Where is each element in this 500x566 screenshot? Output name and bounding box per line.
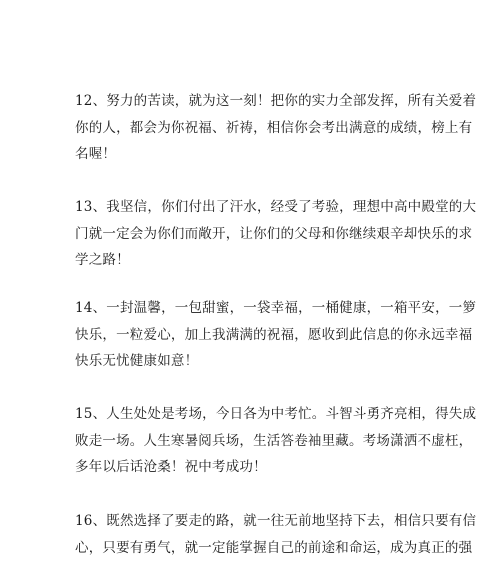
text-line: 快乐无忧健康如意！ [75,353,199,369]
text-line: 名喔！ [75,146,117,162]
text-line: 14、一封温馨，一包甜蜜，一袋幸福，一桶健康，一箱平安，一箩 [75,300,477,316]
text-line: 15、人生处处是考场，今日各为中考忙。斗智斗勇齐亮相，得失成 [75,406,477,422]
paragraph-15 [75,401,477,481]
text-line: 12、努力的苦读，就为这一刻！把你的实力全部发挥，所有关爱着 [75,93,477,109]
text-line: 16、既然选择了要走的路，就一往无前地坚持下去，相信只要有信 [75,513,477,529]
text-line: 败走一场。人生寒暑阅兵场，生活答卷袖里藏。考场潇洒不虚枉， [75,432,473,449]
text-line: 快乐，一粒爱心，加上我满满的祝福，愿收到此信息的你永远幸福 [75,326,473,343]
paragraph-14 [75,295,477,375]
text-line: 学之路！ [75,252,130,268]
text-line: 门就一定会为你们而敞开，让你们的父母和你继续艰辛却快乐的求 [75,225,473,242]
text-line: 多年以后话沧桑！祝中考成功！ [75,459,267,475]
text-line: 心，只要有勇气，就一定能掌握自己的前途和命运，成为真正的强 [75,539,473,556]
paragraph-12 [75,88,477,168]
text-line: 你的人，都会为你祝福、祈祷，相信你会考出满意的成绩，榜上有 [75,119,473,136]
text-line: 13、我坚信，你们付出了汗水，经受了考验，理想中高中殿堂的大 [75,199,477,215]
paragraph-13 [75,194,477,274]
paragraph-16 [75,508,477,561]
